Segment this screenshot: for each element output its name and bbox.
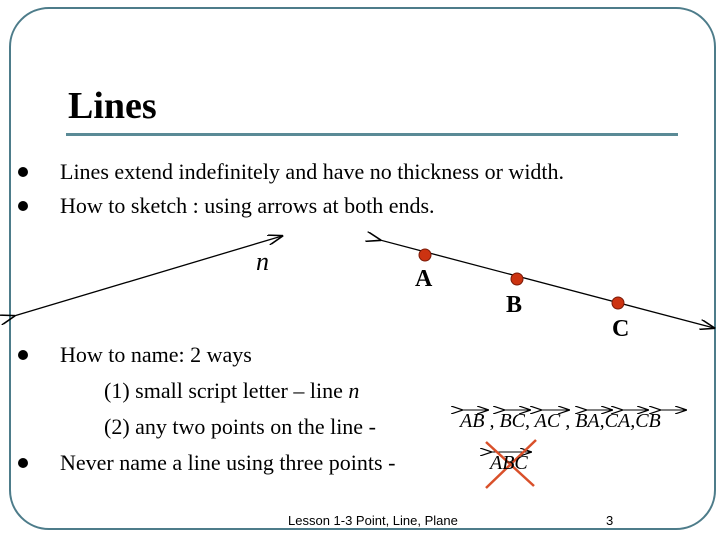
name-ba: BA bbox=[575, 410, 600, 432]
name-ab: AB bbox=[460, 410, 485, 432]
point-a-label: A bbox=[415, 266, 433, 292]
line-n-label: n bbox=[256, 247, 269, 276]
point-a bbox=[419, 249, 431, 261]
bullet-2: How to sketch : using arrows at both ends. bbox=[60, 193, 435, 218]
footer-text: Lesson 1-3 Point, Line, Plane bbox=[288, 513, 458, 528]
point-b-label: B bbox=[506, 292, 523, 318]
sub-item-2: (2) any two points on the line - bbox=[104, 414, 376, 439]
name-bc: BC bbox=[499, 410, 525, 432]
page-number: 3 bbox=[606, 513, 614, 528]
name-ac: AC bbox=[534, 410, 561, 432]
point-c bbox=[612, 297, 624, 309]
bullet-1: Lines extend indefinitely and have no thickness or width. bbox=[60, 159, 565, 184]
slide-title: Lines bbox=[68, 85, 157, 127]
bullet-4: Never name a line using three points - bbox=[60, 450, 396, 475]
point-b bbox=[511, 273, 523, 285]
sub-item-1-text: (1) small script letter – line bbox=[104, 378, 349, 403]
line-names: AB , BC, AC , BA,CA,CB bbox=[460, 410, 661, 432]
bullet-3: How to name: 2 ways bbox=[60, 342, 252, 367]
crossed-name-abc: ABC bbox=[490, 452, 528, 474]
point-c-label: C bbox=[612, 316, 630, 342]
sub-item-1-letter: n bbox=[348, 378, 360, 403]
line-n bbox=[14, 236, 282, 316]
name-cb: CB bbox=[635, 410, 661, 432]
name-ca: CA bbox=[604, 410, 631, 432]
